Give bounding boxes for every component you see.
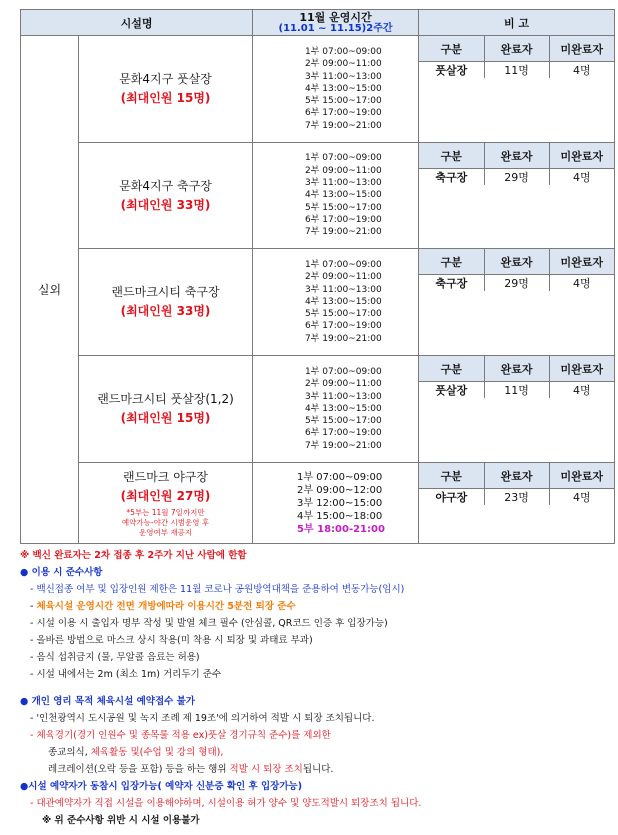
time-slot: 4부 13:00~15:00 <box>305 296 382 307</box>
rules-title: ● 이용 시 준수사항 <box>20 567 103 578</box>
status-cell <box>419 249 615 356</box>
facility-cell <box>79 143 253 249</box>
vaccine-note: ※ 백신 완료자는 2차 접종 후 2주가 지난 사람에 한함 <box>20 550 247 561</box>
facility-name: 문화4지구 풋살장 <box>119 72 212 86</box>
notes-section <box>20 547 614 829</box>
status-header-type: 구분 <box>419 36 484 62</box>
time-slot: 7부 19:00~21:00 <box>305 120 382 131</box>
facility-cell <box>79 463 253 544</box>
profit-title: ● 개인 영리 목적 체육시설 예약접수 불가 <box>20 696 195 707</box>
status-table <box>419 356 614 398</box>
time-slot: 2부 09:00~11:00 <box>305 379 382 390</box>
facility-name: 랜드마크시티 축구장 <box>111 285 220 299</box>
time-slots <box>253 36 419 143</box>
time-slot: 6부 17:00~19:00 <box>305 321 382 332</box>
time-slot: 7부 19:00~21:00 <box>305 333 382 344</box>
time-slot: 5부 15:00~17:00 <box>305 309 382 320</box>
status-type: 야구장 <box>435 491 468 504</box>
status-table <box>419 143 614 185</box>
rule-item: - 시설 내에서는 2m (최소 1m) 거리두기 준수 <box>30 669 222 680</box>
time-slot: 5부 15:00~17:00 <box>305 96 382 107</box>
time-slot: 6부 17:00~19:00 <box>305 428 382 439</box>
rule-item <box>20 598 614 615</box>
status-header-undone: 미완료자 <box>549 249 614 275</box>
entry-warning: ※ 위 준수사항 위반 시 시설 이용불가 <box>42 815 200 826</box>
profit-item: - '인천광역시 도시공원 및 녹지 조례 제 19조'에 의거하여 적발 시 퇴장 조치됩니다. <box>30 713 375 724</box>
time-slot: 4부 13:00~15:00 <box>305 403 382 414</box>
header-remarks: 비 고 <box>419 10 615 36</box>
status-cell <box>419 463 615 544</box>
status-type: 풋살장 <box>435 384 468 397</box>
status-header-undone: 미완료자 <box>549 463 614 489</box>
status-header-undone: 미완료자 <box>549 143 614 169</box>
facility-capacity: (최대인원 33명) <box>120 304 211 318</box>
facility-name: 랜드마크 야구장 <box>123 470 208 484</box>
time-slot: 2부 09:00~11:00 <box>305 165 382 176</box>
rule-item: - 음식 섭취금지 (물, 무알콜 음료는 허용) <box>30 652 200 663</box>
time-slot: 2부 09:00~12:00 <box>297 484 383 496</box>
time-slot: 1부 07:00~09:00 <box>297 471 383 483</box>
facility-capacity: (최대인원 27명) <box>120 489 211 503</box>
status-undone: 4명 <box>549 62 614 79</box>
facility-cell <box>79 249 253 356</box>
time-slot: 7부 19:00~21:00 <box>305 227 382 238</box>
status-type: 축구장 <box>435 171 468 184</box>
rule-text: 체육시설 운영시간 전면 개방에따라 이용시간 5분전 퇴장 준수 <box>36 601 296 612</box>
status-header-done: 완료자 <box>484 143 549 169</box>
time-slot: 2부 09:00~11:00 <box>305 272 382 283</box>
status-header-type: 구분 <box>419 356 484 382</box>
status-header-type: 구분 <box>419 249 484 275</box>
status-cell <box>419 143 615 249</box>
rule-item: - 올바른 방법으로 마스크 상시 착용(미 착용 시 퇴장 및 과태료 부과) <box>30 635 313 646</box>
time-slots <box>253 463 419 544</box>
header-schedule-title: 11월 운영시간 <box>299 10 372 24</box>
status-header-type: 구분 <box>419 463 484 489</box>
profit-text: 체육활동 및(수업 및 강의 형태), <box>90 747 224 758</box>
facility-name: 랜드마크시티 풋살장(1,2) <box>97 392 234 406</box>
rule-bullet: - <box>30 601 37 612</box>
time-slot: 1부 07:00~09:00 <box>305 366 382 377</box>
time-slot: 4부 15:00~18:00 <box>297 510 383 522</box>
status-header-done: 완료자 <box>484 356 549 382</box>
status-header-done: 완료자 <box>484 463 549 489</box>
time-slot: 3부 11:00~13:00 <box>305 391 382 402</box>
facility-cell <box>79 36 253 143</box>
rule-item: - 백신접종 여부 및 입장인원 제한은 11월 코로나 공원방역대책을 준용하여 변동가능(임시) <box>30 584 405 595</box>
status-table <box>419 249 614 291</box>
profit-item <box>20 744 614 761</box>
time-slot: 3부 12:00~15:00 <box>297 497 383 509</box>
time-slot: 5부 15:00~17:00 <box>305 202 382 213</box>
rule-item: - 시설 이용 시 출입자 명부 작성 및 발열 체크 필수 (안심콜, QR코드 인증 후 입장가능) <box>30 618 388 629</box>
time-slot: 6부 17:00~19:00 <box>305 108 382 119</box>
status-type: 축구장 <box>435 277 468 290</box>
time-slot: 3부 11:00~13:00 <box>305 284 382 295</box>
time-slot: 6부 17:00~19:00 <box>305 214 382 225</box>
profit-item: - 체육경기(경기 인원수 및 종목룰 적용 ex)풋살 경기규칙 준수)를 제외한 <box>30 730 331 741</box>
profit-text: 종교의식, <box>48 747 91 758</box>
facility-cell <box>79 356 253 463</box>
status-cell <box>419 36 615 143</box>
status-header-undone: 미완료자 <box>549 356 614 382</box>
time-slot: 2부 09:00~11:00 <box>305 59 382 70</box>
header-facility: 시설명 <box>21 10 253 36</box>
time-slots <box>253 143 419 249</box>
time-slots <box>253 249 419 356</box>
status-done: 11명 <box>484 382 549 399</box>
facility-capacity: (최대인원 33명) <box>120 197 211 212</box>
facility-note: *5부는 11월 7일까지만 <box>126 508 205 517</box>
header-schedule <box>253 10 419 36</box>
facility-note: 예약가능-야간 시범운영 후 <box>121 518 210 527</box>
facility-capacity: (최대인원 15명) <box>120 91 211 105</box>
status-header-done: 완료자 <box>484 249 549 275</box>
status-undone: 4명 <box>549 382 614 399</box>
facility-note: 운영여부 재공지 <box>138 528 193 537</box>
status-undone: 4명 <box>549 169 614 186</box>
status-cell <box>419 356 615 463</box>
facility-name: 문화4지구 축구장 <box>119 178 212 193</box>
status-header-undone: 미완료자 <box>549 36 614 62</box>
status-done: 29명 <box>484 169 549 186</box>
status-done: 11명 <box>484 62 549 79</box>
time-slot: 1부 07:00~09:00 <box>305 46 382 57</box>
profit-text: 레크레이션(오락 등을 포함) 등을 하는 행위 <box>48 764 230 775</box>
header-schedule-period: (11.01 ~ 11.15)2주간 <box>278 22 393 34</box>
profit-text: 적발 시 퇴장 조치 <box>229 764 303 775</box>
status-done: 23명 <box>484 489 549 506</box>
category-outdoor: 실외 <box>21 36 79 544</box>
time-slot: 7부 19:00~21:00 <box>305 440 382 451</box>
status-undone: 4명 <box>549 275 614 292</box>
status-undone: 4명 <box>549 489 614 506</box>
time-slot: 4부 13:00~15:00 <box>305 83 382 94</box>
status-table <box>419 36 614 78</box>
entry-title: ●시설 예약자가 동참시 입장가능( 예약자 신분증 확인 후 입장가능) <box>20 781 303 792</box>
time-slot: 3부 11:00~13:00 <box>305 178 382 189</box>
status-table <box>419 463 614 505</box>
time-slot: 5부 15:00~17:00 <box>305 416 382 427</box>
profit-item <box>20 761 614 778</box>
status-header-done: 완료자 <box>484 36 549 62</box>
time-slot: 4부 13:00~15:00 <box>305 190 382 201</box>
time-slot: 1부 07:00~09:00 <box>305 153 382 164</box>
time-slot: 5부 18:00-21:00 <box>297 523 385 535</box>
status-type: 풋살장 <box>435 64 468 77</box>
status-header-type: 구분 <box>419 143 484 169</box>
entry-item: - 대관예약자가 직접 시설을 이용해야하며, 시설이용 허가 양수 및 양도적발시 퇴장조치 됩니다. <box>30 798 422 809</box>
schedule-table <box>20 9 615 544</box>
profit-text: 됩니다. <box>302 764 334 775</box>
facility-capacity: (최대인원 15명) <box>120 411 211 425</box>
status-done: 29명 <box>484 275 549 292</box>
time-slot: 3부 11:00~13:00 <box>305 71 382 82</box>
time-slot: 1부 07:00~09:00 <box>305 259 382 270</box>
time-slots <box>253 356 419 463</box>
